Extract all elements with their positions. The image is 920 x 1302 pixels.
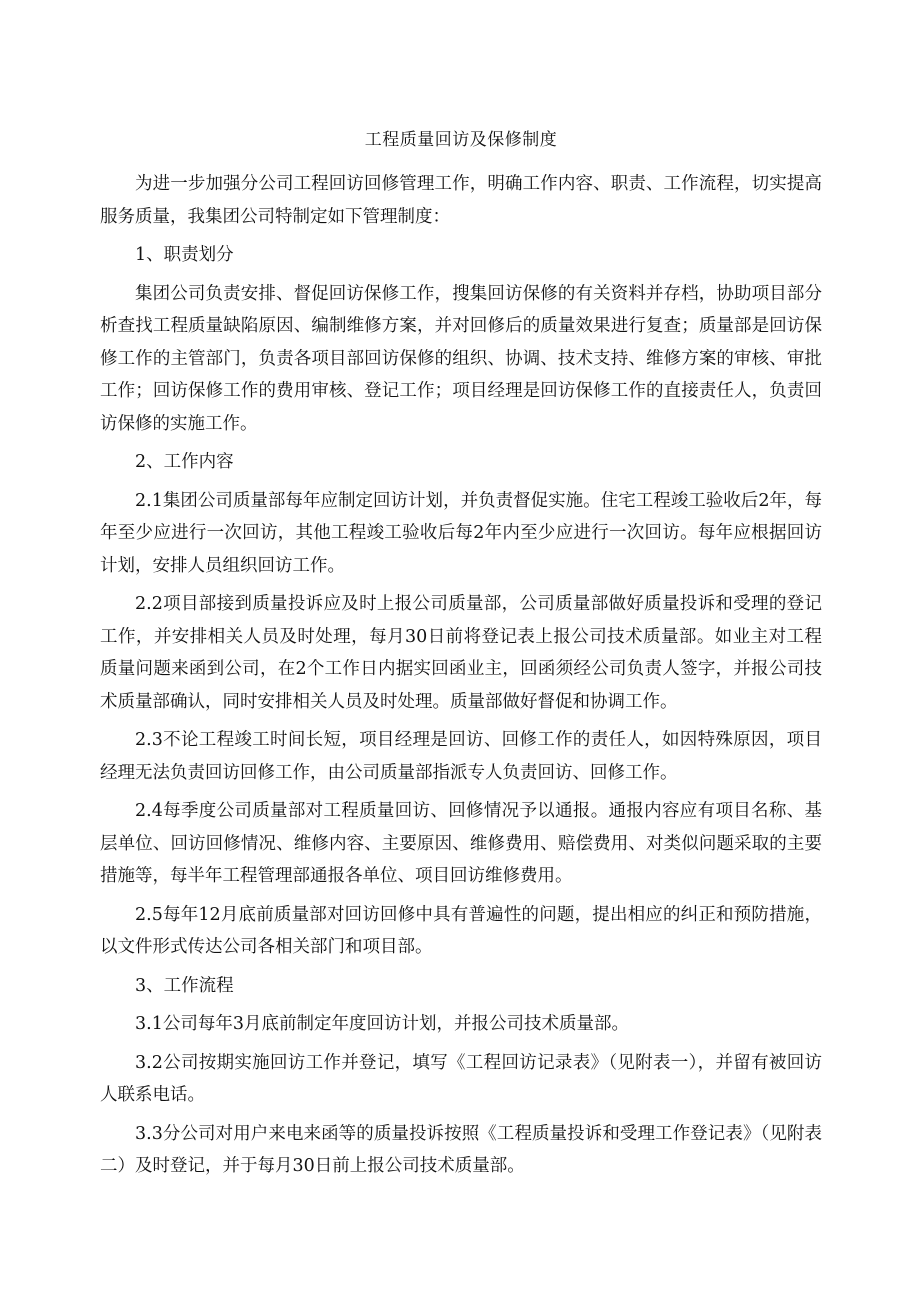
clause-2-2: 2.2项目部接到质量投诉应及时上报公司质量部，公司质量部做好质量投诉和受理的登记工作，并安排相关人员及时处理，每月30日前将登记表上报公司技术质量部。如业主对工程质量问题来函到公司，在2个工作日内据实回函业主，回函须经公司负责人签字，并报公司技术质量部确认，同时安排相关人员及时处理。质量部做好督促和协调工作。 xyxy=(100,594,822,712)
document-body xyxy=(100,118,822,1183)
responsibilities-paragraph: 集团公司负责安排、督促回访保修工作，搜集回访保修的有关资料并存档，协助项目部分析查找工程质量缺陷原因、编制维修方案，并对回修后的质量效果进行复查；质量部是回访保修工作的主管部门，负责各项目部回访保修的组织、协调、技术支持、维修方案的审核、审批工作；回访保修工作的费用审核、登记工作；项目经理是回访保修工作的直接责任人，负责回访保修的实施工作。 xyxy=(100,283,822,434)
clause-3-1: 3.1公司每年3月底前制定年度回访计划，并报公司技术质量部。 xyxy=(135,1014,629,1034)
clause-2-5: 2.5每年12月底前质量部对回访回修中具有普遍性的问题，提出相应的纠正和预防措施，以文件形式传达公司各相关部门和项目部。 xyxy=(100,904,822,957)
section-heading-responsibilities: 1、职责划分 xyxy=(135,245,234,265)
section-heading-work-content: 2、工作内容 xyxy=(135,452,234,472)
clause-3-2: 3.2公司按期实施回访工作并登记，填写《工程回访记录表》（见附表一），并留有被回访人联系电话。 xyxy=(100,1052,822,1105)
clause-2-4: 2.4每季度公司质量部对工程质量回访、回修情况予以通报。通报内容应有项目名称、基层单位、回访回修情况、维修内容、主要原因、维修费用、赔偿费用、对类似问题采取的主要措施等，每半年工程管理部通报各单位、项目回访维修费用。 xyxy=(100,801,822,886)
document-title: 工程质量回访及保修制度 xyxy=(364,130,558,150)
clause-2-1: 2.1集团公司质量部每年应制定回访计划，并负责督促实施。住宅工程竣工验收后2年，每年至少应进行一次回访，其他工程竣工验收后每2年内至少应进行一次回访。每年应根据回访计划，安排人员组织回访工作。 xyxy=(100,490,822,576)
intro-paragraph: 为进一步加强分公司工程回访回修管理工作，明确工作内容、职责、工作流程，切实提高服务质量，我集团公司特制定如下管理制度： xyxy=(100,174,822,227)
section-heading-workflow: 3、工作流程 xyxy=(135,975,234,996)
clause-3-3: 3.3分公司对用户来电来函等的质量投诉按照《工程质量投诉和受理工作登记表》（见附表二）及时登记，并于每月30日前上报公司技术质量部。 xyxy=(100,1123,822,1176)
clause-2-3: 2.3不论工程竣工时间长短，项目经理是回访、回修工作的责任人，如因特殊原因，项目经理无法负责回访回修工作，由公司质量部指派专人负责回访、回修工作。 xyxy=(100,730,822,783)
